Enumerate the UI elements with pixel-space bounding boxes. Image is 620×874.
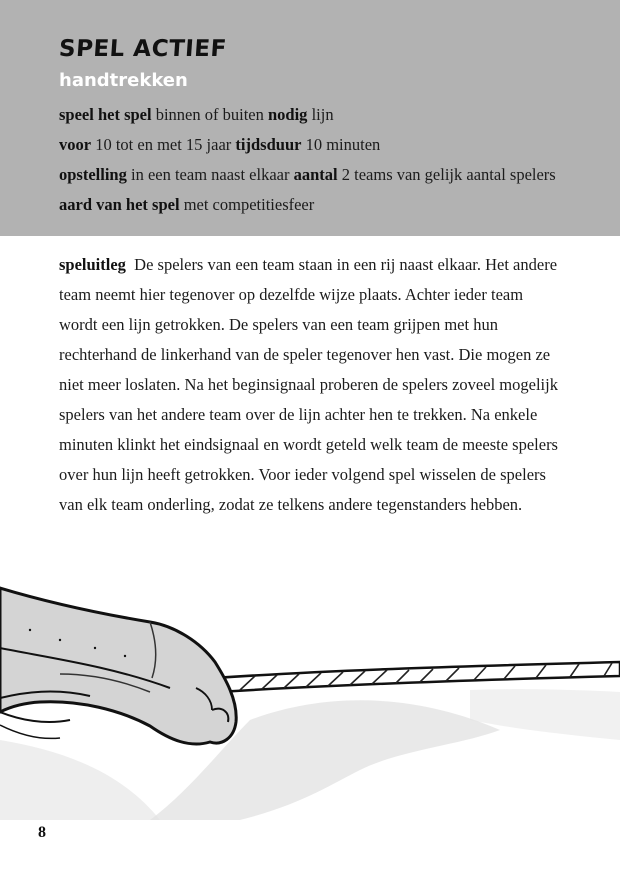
meta-label-for: voor bbox=[59, 135, 92, 154]
meta-label-count: aantal bbox=[293, 165, 338, 184]
meta-label-play: speel het spel bbox=[59, 105, 152, 124]
meta-value-for: 10 tot en met 15 jaar bbox=[95, 135, 232, 154]
meta-label-duration: tijdsduur bbox=[235, 135, 302, 154]
explanation-text: De spelers van een team staan in een rij naast elkaar. Het andere team neemt hier tegenover op dezelfde wijze plaats. Achter ieder team wordt een lijn getrokken. De spelers van een team grijpen met hun rechterhand de linkerhand van de speler tegenover hen vast. Die mogen ze niet meer loslaten. Na het beginsignaal proberen de spelers zoveel mogelijk spelers van het andere team over de lijn achter hen te trekken. Na enkele minuten klinkt het eindsignaal en wordt geteld welk team de meeste spelers over hun lijn heeft getrokken. Voor ieder volgend spel wisselen de spelers van elk team onderling, zodat ze telkens andere tegenstanders hebben. bbox=[59, 255, 558, 514]
meta-value-setup: in een team naast elkaar bbox=[130, 165, 290, 184]
meta-value-duration: 10 minuten bbox=[305, 135, 381, 154]
rope bbox=[215, 662, 620, 692]
game-name: handtrekken bbox=[59, 70, 188, 91]
explanation-label: speluitleg bbox=[59, 255, 126, 274]
meta-label-nature: aard van het spel bbox=[59, 195, 180, 214]
meta-label-needed: nodig bbox=[268, 105, 308, 124]
hand-pulling-rope-illustration bbox=[0, 570, 620, 820]
meta-value-count: 2 teams van gelijk aantal spelers bbox=[341, 165, 556, 184]
meta-value-nature: met competitiesfeer bbox=[183, 195, 315, 214]
shadow-shapes bbox=[0, 689, 620, 820]
game-explanation bbox=[59, 250, 564, 520]
page-number: 8 bbox=[38, 824, 46, 841]
game-metadata bbox=[59, 100, 579, 220]
header-band bbox=[0, 0, 620, 236]
meta-value-play: binnen of buiten bbox=[155, 105, 264, 124]
meta-label-setup: opstelling bbox=[59, 165, 127, 184]
meta-value-needed: lijn bbox=[311, 105, 334, 124]
arm-and-hand bbox=[0, 588, 236, 744]
page-title: SPEL ACTIEF bbox=[58, 36, 228, 62]
